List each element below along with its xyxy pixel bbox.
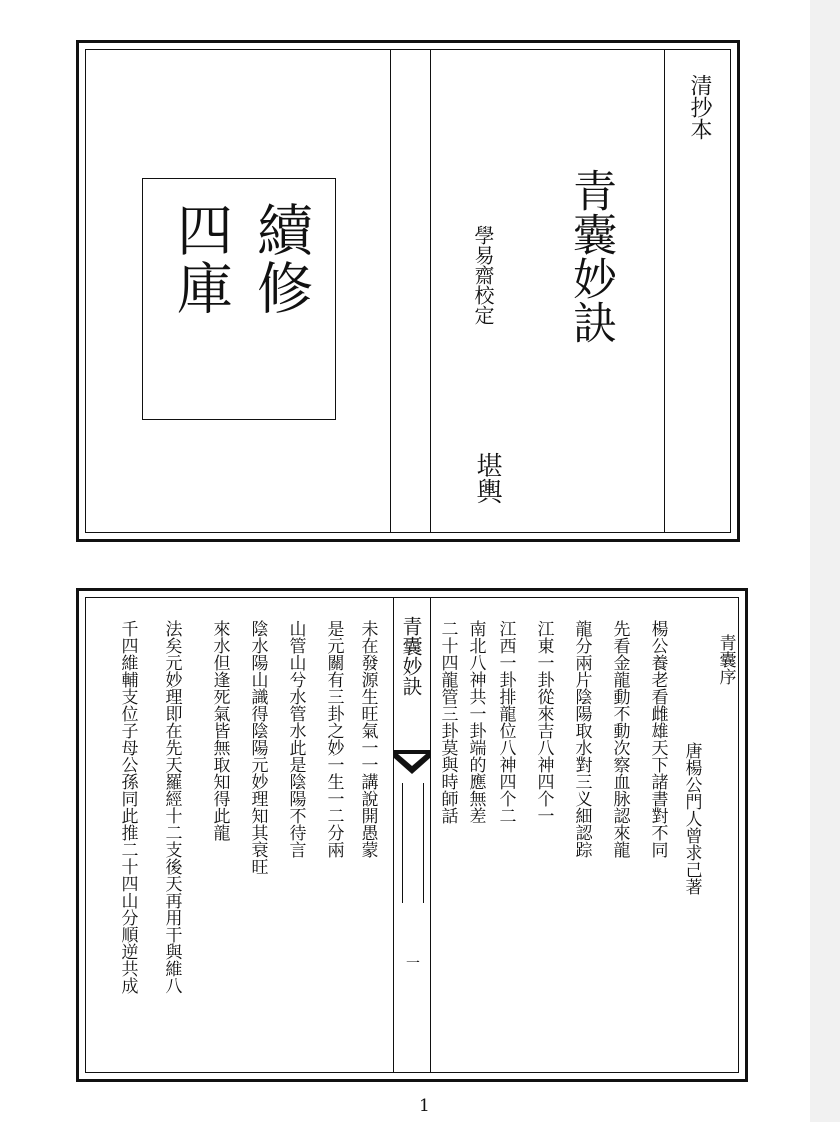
text-column: 江東一卦從來吉八神四个一 <box>533 620 554 824</box>
series-seal <box>142 178 336 420</box>
spine-title: 青囊妙訣 <box>399 616 423 696</box>
seal-col-1: 續修 <box>248 201 313 317</box>
page-number: 1 <box>419 1096 430 1116</box>
text-column: 來水但逢死氣皆無取知得此龍 <box>209 620 230 841</box>
cover-panel <box>76 40 740 542</box>
spine-lines <box>402 783 424 903</box>
spine-page-number: 一 <box>406 956 420 972</box>
fish-tail-icon <box>394 750 430 778</box>
cover-band-line <box>390 50 391 532</box>
text-column: 南北八神共一卦端的應無差 <box>465 620 486 824</box>
editor-line: 學易齋校定 <box>471 225 495 325</box>
text-column: 江西一卦排龍位八神四个二 <box>495 620 516 824</box>
text-page-panel <box>76 588 748 1082</box>
text-column: 陰水陽山識得陰陽元妙理知其衰旺 <box>247 620 268 875</box>
text-column: 楊公養老看雌雄天下諸書對不同 <box>647 620 668 858</box>
text-column: 龍分兩片陰陽取水對三义細認踪 <box>571 620 592 858</box>
text-page-frame <box>85 597 739 1073</box>
seal-col-2: 四庫 <box>168 201 233 317</box>
text-column: 法矣元妙理即在先天羅經十二支後天再用干與維八 <box>161 620 182 994</box>
cover-band-line <box>664 50 665 532</box>
text-column: 山管山兮水管水此是陰陽不待言 <box>285 620 306 858</box>
author-line: 唐楊公門人曾求己著 <box>681 742 702 895</box>
cover-inner-frame <box>85 49 731 533</box>
text-column: 先看金龍動不動次察血脉認來龍 <box>609 620 630 858</box>
text-column: 二十四龍管三卦莫與時師話 <box>437 620 458 824</box>
text-column: 千四維輔支位子母公孫同此推二十四山分順逆共成 <box>117 620 138 994</box>
book-title: 青囊妙訣 <box>565 168 616 344</box>
scan-edge <box>810 0 840 1122</box>
cover-band-line <box>430 50 431 532</box>
center-spine <box>393 598 431 1072</box>
category-label: 堪輿 <box>472 452 502 504</box>
text-column: 未在發源生旺氣一一講說開愚蒙 <box>357 620 378 858</box>
edition-label: 清抄本 <box>687 74 712 140</box>
preface-title: 青囊序 <box>715 634 736 685</box>
text-column: 是元關有三卦之妙一生一二分兩 <box>323 620 344 858</box>
